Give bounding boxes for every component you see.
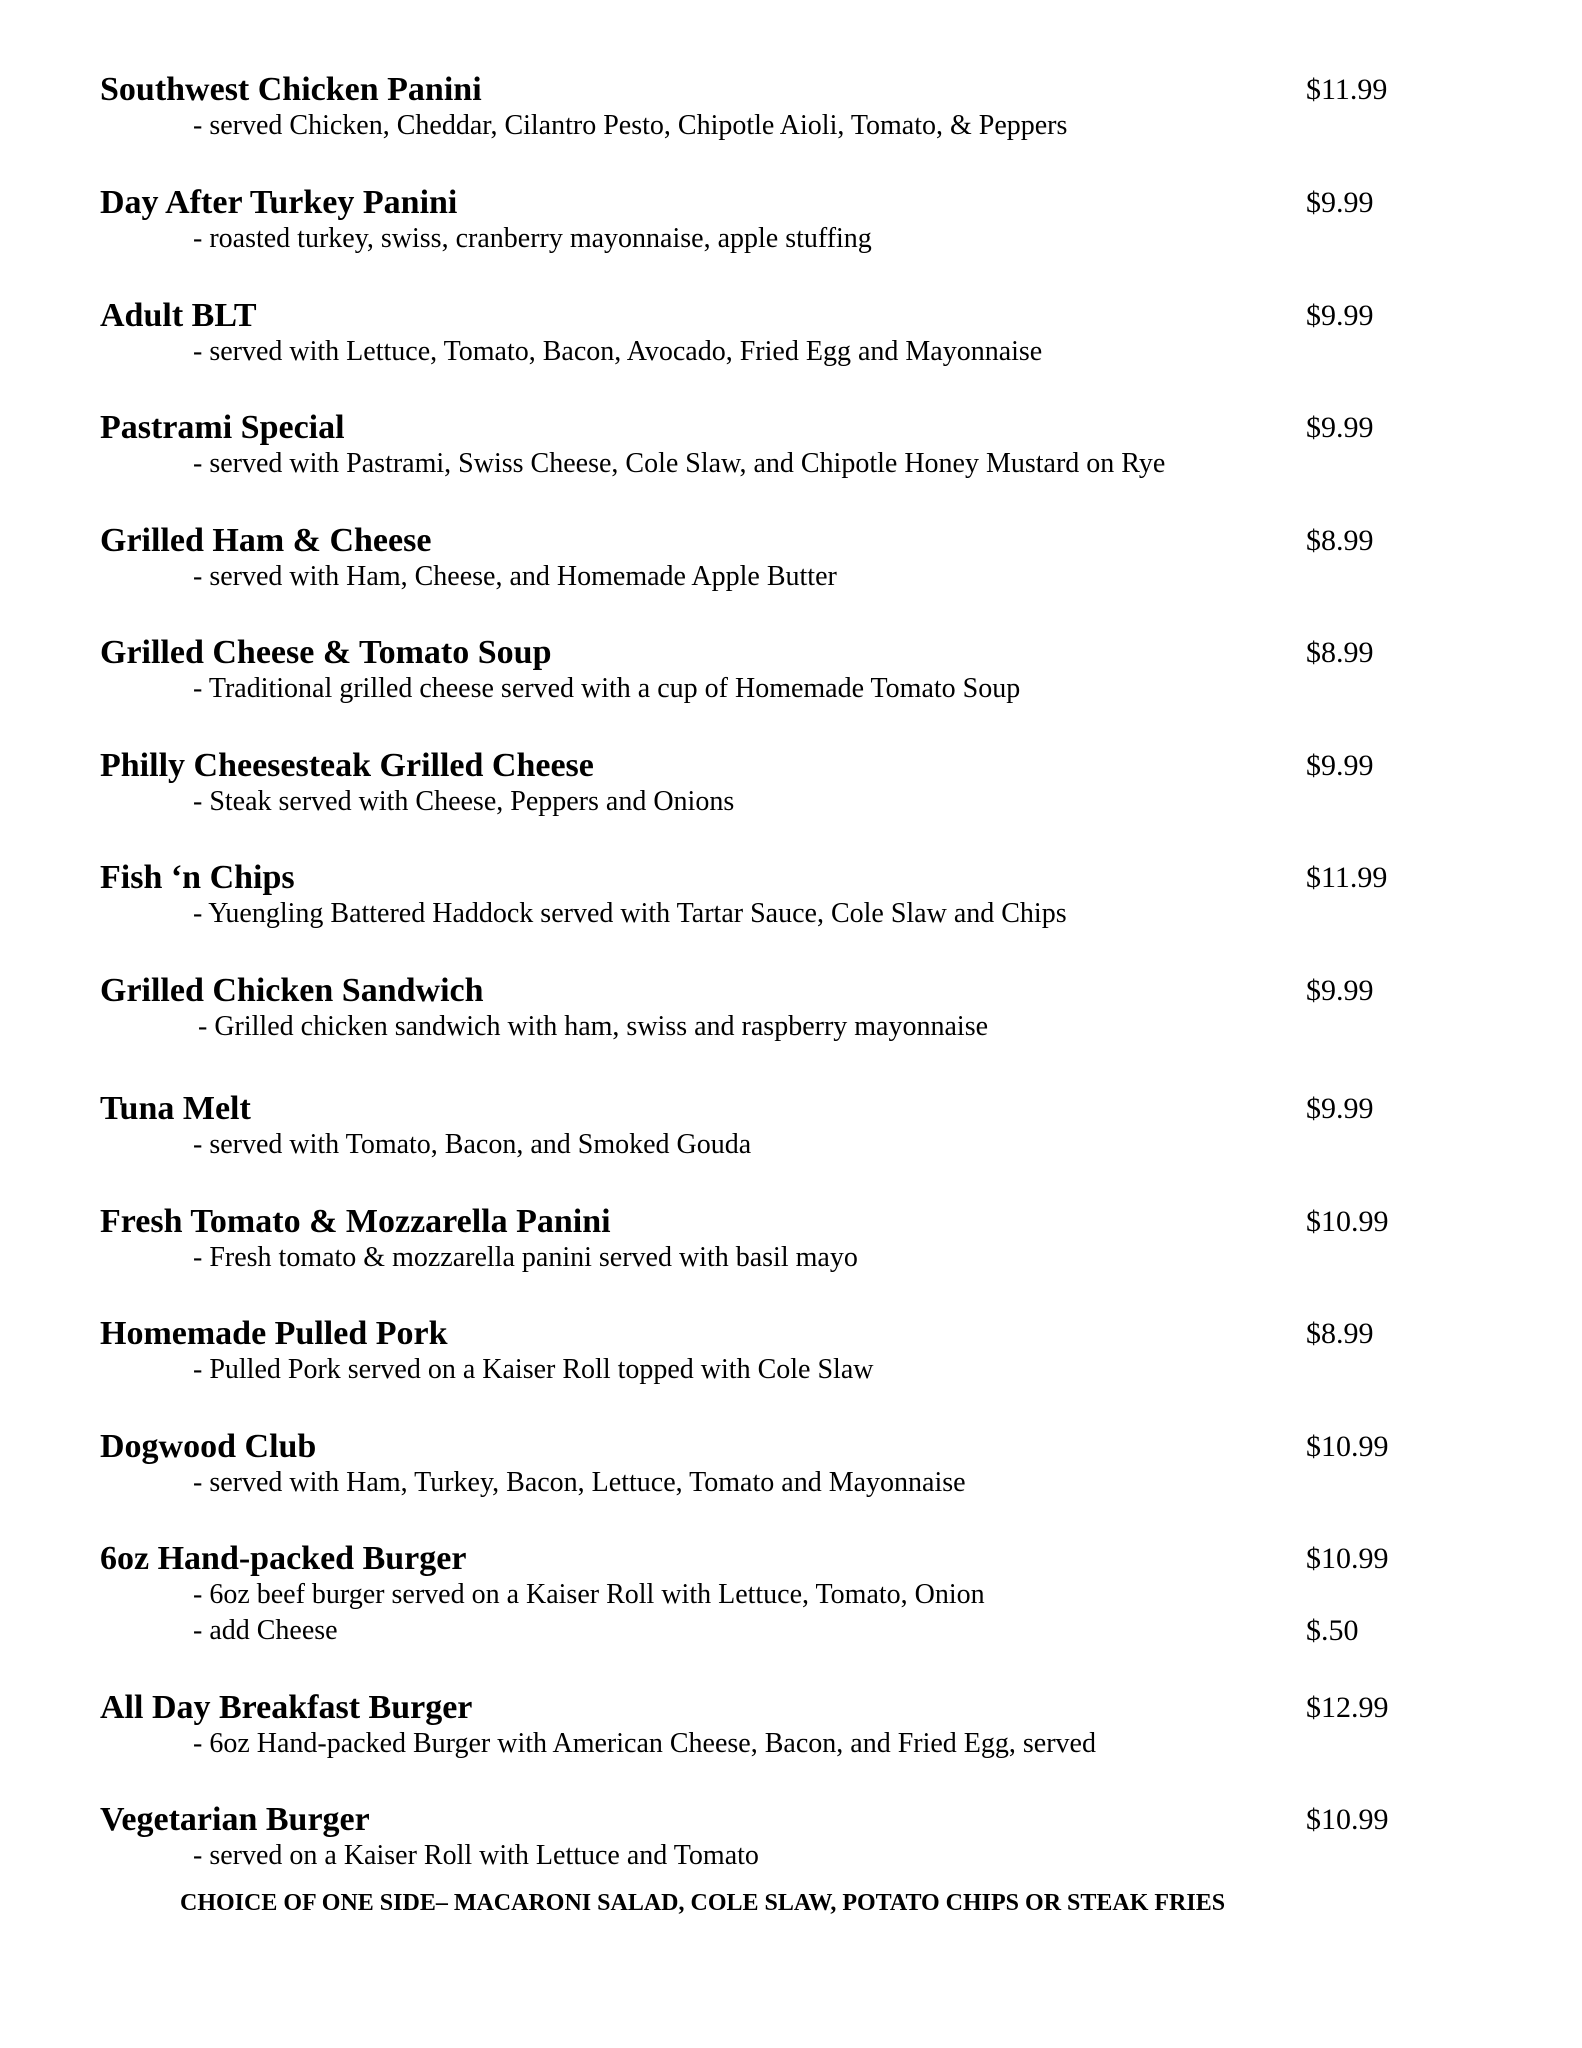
item-price: $12.99 (1306, 1691, 1389, 1724)
item-price: $9.99 (1306, 186, 1374, 219)
item-name: Grilled Ham & Cheese (100, 522, 432, 559)
item-name: Adult BLT (100, 297, 257, 334)
item-price: $10.99 (1306, 1542, 1389, 1575)
item-name: Fresh Tomato & Mozzarella Panini (100, 1203, 611, 1240)
item-price: $10.99 (1306, 1803, 1389, 1836)
item-price: $9.99 (1306, 411, 1374, 444)
item-price: $8.99 (1306, 1317, 1374, 1350)
item-description: - served on a Kaiser Roll with Lettuce and Tomato (193, 1840, 759, 1871)
item-name: Grilled Chicken Sandwich (100, 972, 484, 1009)
item-name: All Day Breakfast Burger (100, 1689, 473, 1726)
item-name: Philly Cheesesteak Grilled Cheese (100, 747, 594, 784)
item-description: - roasted turkey, swiss, cranberry mayonnaise, apple stuffing (193, 223, 872, 254)
item-name: Vegetarian Burger (100, 1801, 370, 1838)
item-price: $11.99 (1306, 861, 1388, 894)
item-description: - Pulled Pork served on a Kaiser Roll topped with Cole Slaw (193, 1354, 874, 1385)
item-description: - served with Lettuce, Tomato, Bacon, Avocado, Fried Egg and Mayonnaise (193, 336, 1043, 367)
item-description: - Yuengling Battered Haddock served with Tartar Sauce, Cole Slaw and Chips (193, 898, 1067, 929)
item-description: - served with Ham, Cheese, and Homemade Apple Butter (193, 561, 837, 592)
item-name: Dogwood Club (100, 1428, 317, 1465)
item-price: $9.99 (1306, 974, 1374, 1007)
item-name: Pastrami Special (100, 409, 345, 446)
item-addon-price: $.50 (1306, 1614, 1359, 1647)
side-choice-note: CHOICE OF ONE SIDE– MACARONI SALAD, COLE SLAW, POTATO CHIPS OR STEAK FRIES (180, 1890, 1226, 1916)
item-description: - Grilled chicken sandwich with ham, swiss and raspberry mayonnaise (198, 1011, 989, 1042)
item-description: - served with Ham, Turkey, Bacon, Lettuce, Tomato and Mayonnaise (193, 1467, 966, 1498)
item-price: $9.99 (1306, 1092, 1374, 1125)
item-description: - 6oz Hand-packed Burger with American Cheese, Bacon, and Fried Egg, served (193, 1728, 1096, 1759)
item-addon: - add Cheese (193, 1615, 338, 1646)
item-name: 6oz Hand-packed Burger (100, 1540, 467, 1577)
item-price: $11.99 (1306, 73, 1388, 106)
item-price: $10.99 (1306, 1430, 1389, 1463)
item-description: - Traditional grilled cheese served with a cup of Homemade Tomato Soup (193, 673, 1021, 704)
item-description: - Steak served with Cheese, Peppers and Onions (193, 786, 735, 817)
item-price: $8.99 (1306, 636, 1374, 669)
item-name: Grilled Cheese & Tomato Soup (100, 634, 552, 671)
item-description: - served Chicken, Cheddar, Cilantro Pesto, Chipotle Aioli, Tomato, & Peppers (193, 110, 1068, 141)
item-price: $9.99 (1306, 299, 1374, 332)
item-name: Day After Turkey Panini (100, 184, 458, 221)
item-description: - 6oz beef burger served on a Kaiser Roll with Lettuce, Tomato, Onion (193, 1579, 985, 1610)
item-price: $9.99 (1306, 749, 1374, 782)
item-description: - Fresh tomato & mozzarella panini served with basil mayo (193, 1242, 858, 1273)
item-description: - served with Pastrami, Swiss Cheese, Cole Slaw, and Chipotle Honey Mustard on Rye (193, 448, 1166, 479)
item-name: Homemade Pulled Pork (100, 1315, 448, 1352)
item-name: Tuna Melt (100, 1090, 251, 1127)
item-name: Fish ‘n Chips (100, 859, 295, 896)
item-description: - served with Tomato, Bacon, and Smoked Gouda (193, 1129, 752, 1160)
item-name: Southwest Chicken Panini (100, 71, 482, 108)
item-price: $8.99 (1306, 524, 1374, 557)
item-price: $10.99 (1306, 1205, 1389, 1238)
